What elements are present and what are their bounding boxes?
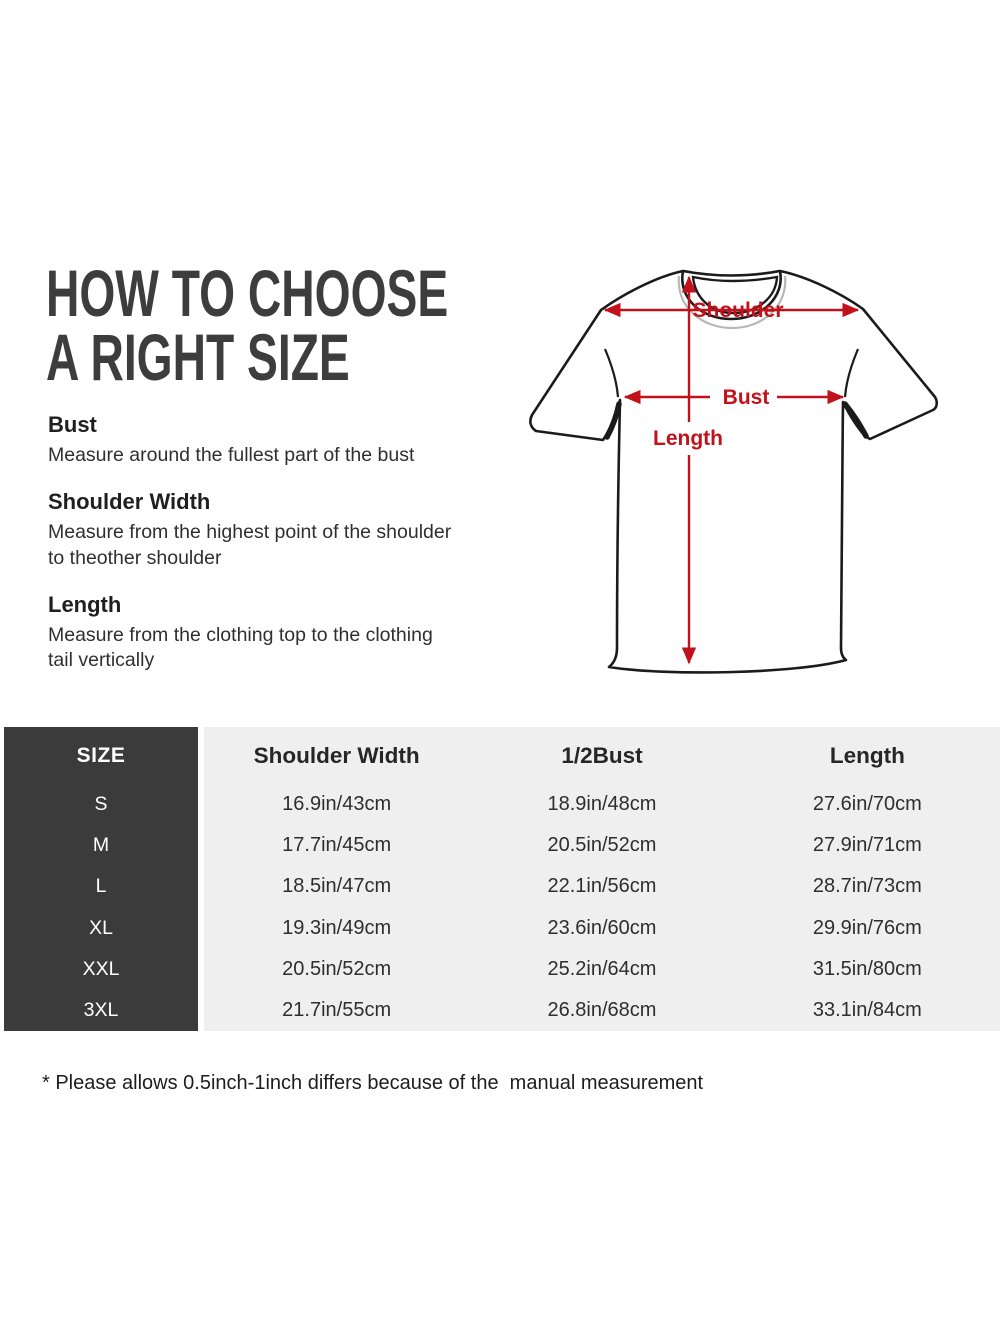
value-cell: 27.6in/70cm bbox=[812, 793, 922, 816]
size-label-xxl: XXL bbox=[82, 957, 120, 980]
measurement-disclaimer: * Please allows 0.5inch-1inch differs because of the manual measurement bbox=[42, 1072, 704, 1094]
value-cell: 31.5in/80cm bbox=[812, 957, 922, 980]
size-label-s: S bbox=[94, 793, 108, 816]
value-cell: 27.9in/71cm bbox=[812, 834, 922, 857]
value-cell: 18.5in/47cm bbox=[282, 875, 392, 898]
value-cell: 25.2in/64cm bbox=[547, 957, 657, 980]
size-column-header: SIZE bbox=[76, 743, 126, 767]
value-cell: 33.1in/84cm bbox=[812, 998, 922, 1021]
value-cell: 20.5in/52cm bbox=[282, 957, 392, 980]
guide-desc-shoulder-width: Measure from the highest point of the shoulder to theother shoulder bbox=[48, 521, 452, 569]
value-cell: 28.7in/73cm bbox=[812, 875, 922, 898]
size-column bbox=[4, 727, 198, 1031]
page-title-line1: HOW TO CHOOSE bbox=[46, 256, 449, 330]
size-label-3xl: 3XL bbox=[83, 998, 119, 1021]
shoulder-label: Shoulder bbox=[692, 299, 784, 322]
value-cell: 26.8in/68cm bbox=[547, 998, 657, 1021]
measurement-values-grid bbox=[204, 727, 1000, 1031]
tshirt-outline-icon bbox=[530, 271, 936, 672]
length-label: Length bbox=[653, 427, 723, 450]
column-header-half-bust: 1/2Bust bbox=[561, 742, 643, 768]
value-cell: 19.3in/49cm bbox=[282, 916, 392, 939]
bust-label: Bust bbox=[722, 386, 770, 409]
tshirt-measurement-diagram bbox=[505, 250, 945, 690]
column-header-shoulder-width: Shoulder Width bbox=[253, 742, 420, 768]
value-cell: 16.9in/43cm bbox=[282, 793, 392, 816]
value-cell: 29.9in/76cm bbox=[812, 916, 922, 939]
value-cell: 20.5in/52cm bbox=[547, 834, 657, 857]
column-header-length: Length bbox=[829, 742, 905, 768]
value-cell: 23.6in/60cm bbox=[547, 916, 657, 939]
value-cell: 22.1in/56cm bbox=[547, 875, 657, 898]
guide-term-shoulder-width: Shoulder Width bbox=[48, 489, 211, 515]
size-label-m: M bbox=[92, 834, 110, 857]
value-cell: 18.9in/48cm bbox=[547, 793, 657, 816]
value-cell: 21.7in/55cm bbox=[282, 998, 392, 1021]
size-label-l: L bbox=[95, 875, 107, 898]
guide-term-bust: Bust bbox=[48, 412, 97, 437]
guide-term-length: Length bbox=[48, 592, 122, 618]
guide-desc-bust: Measure around the fullest part of the bust bbox=[48, 444, 415, 466]
size-chart-table bbox=[0, 727, 1000, 1031]
size-label-xl: XL bbox=[89, 916, 113, 939]
measurement-guide bbox=[48, 412, 460, 695]
guide-desc-length: Measure from the clothing top to the clothing tail vertically bbox=[48, 624, 433, 672]
page-title-line2: A RIGHT SIZE bbox=[46, 320, 350, 394]
page-title bbox=[46, 256, 449, 394]
value-cell: 17.7in/45cm bbox=[282, 834, 392, 857]
